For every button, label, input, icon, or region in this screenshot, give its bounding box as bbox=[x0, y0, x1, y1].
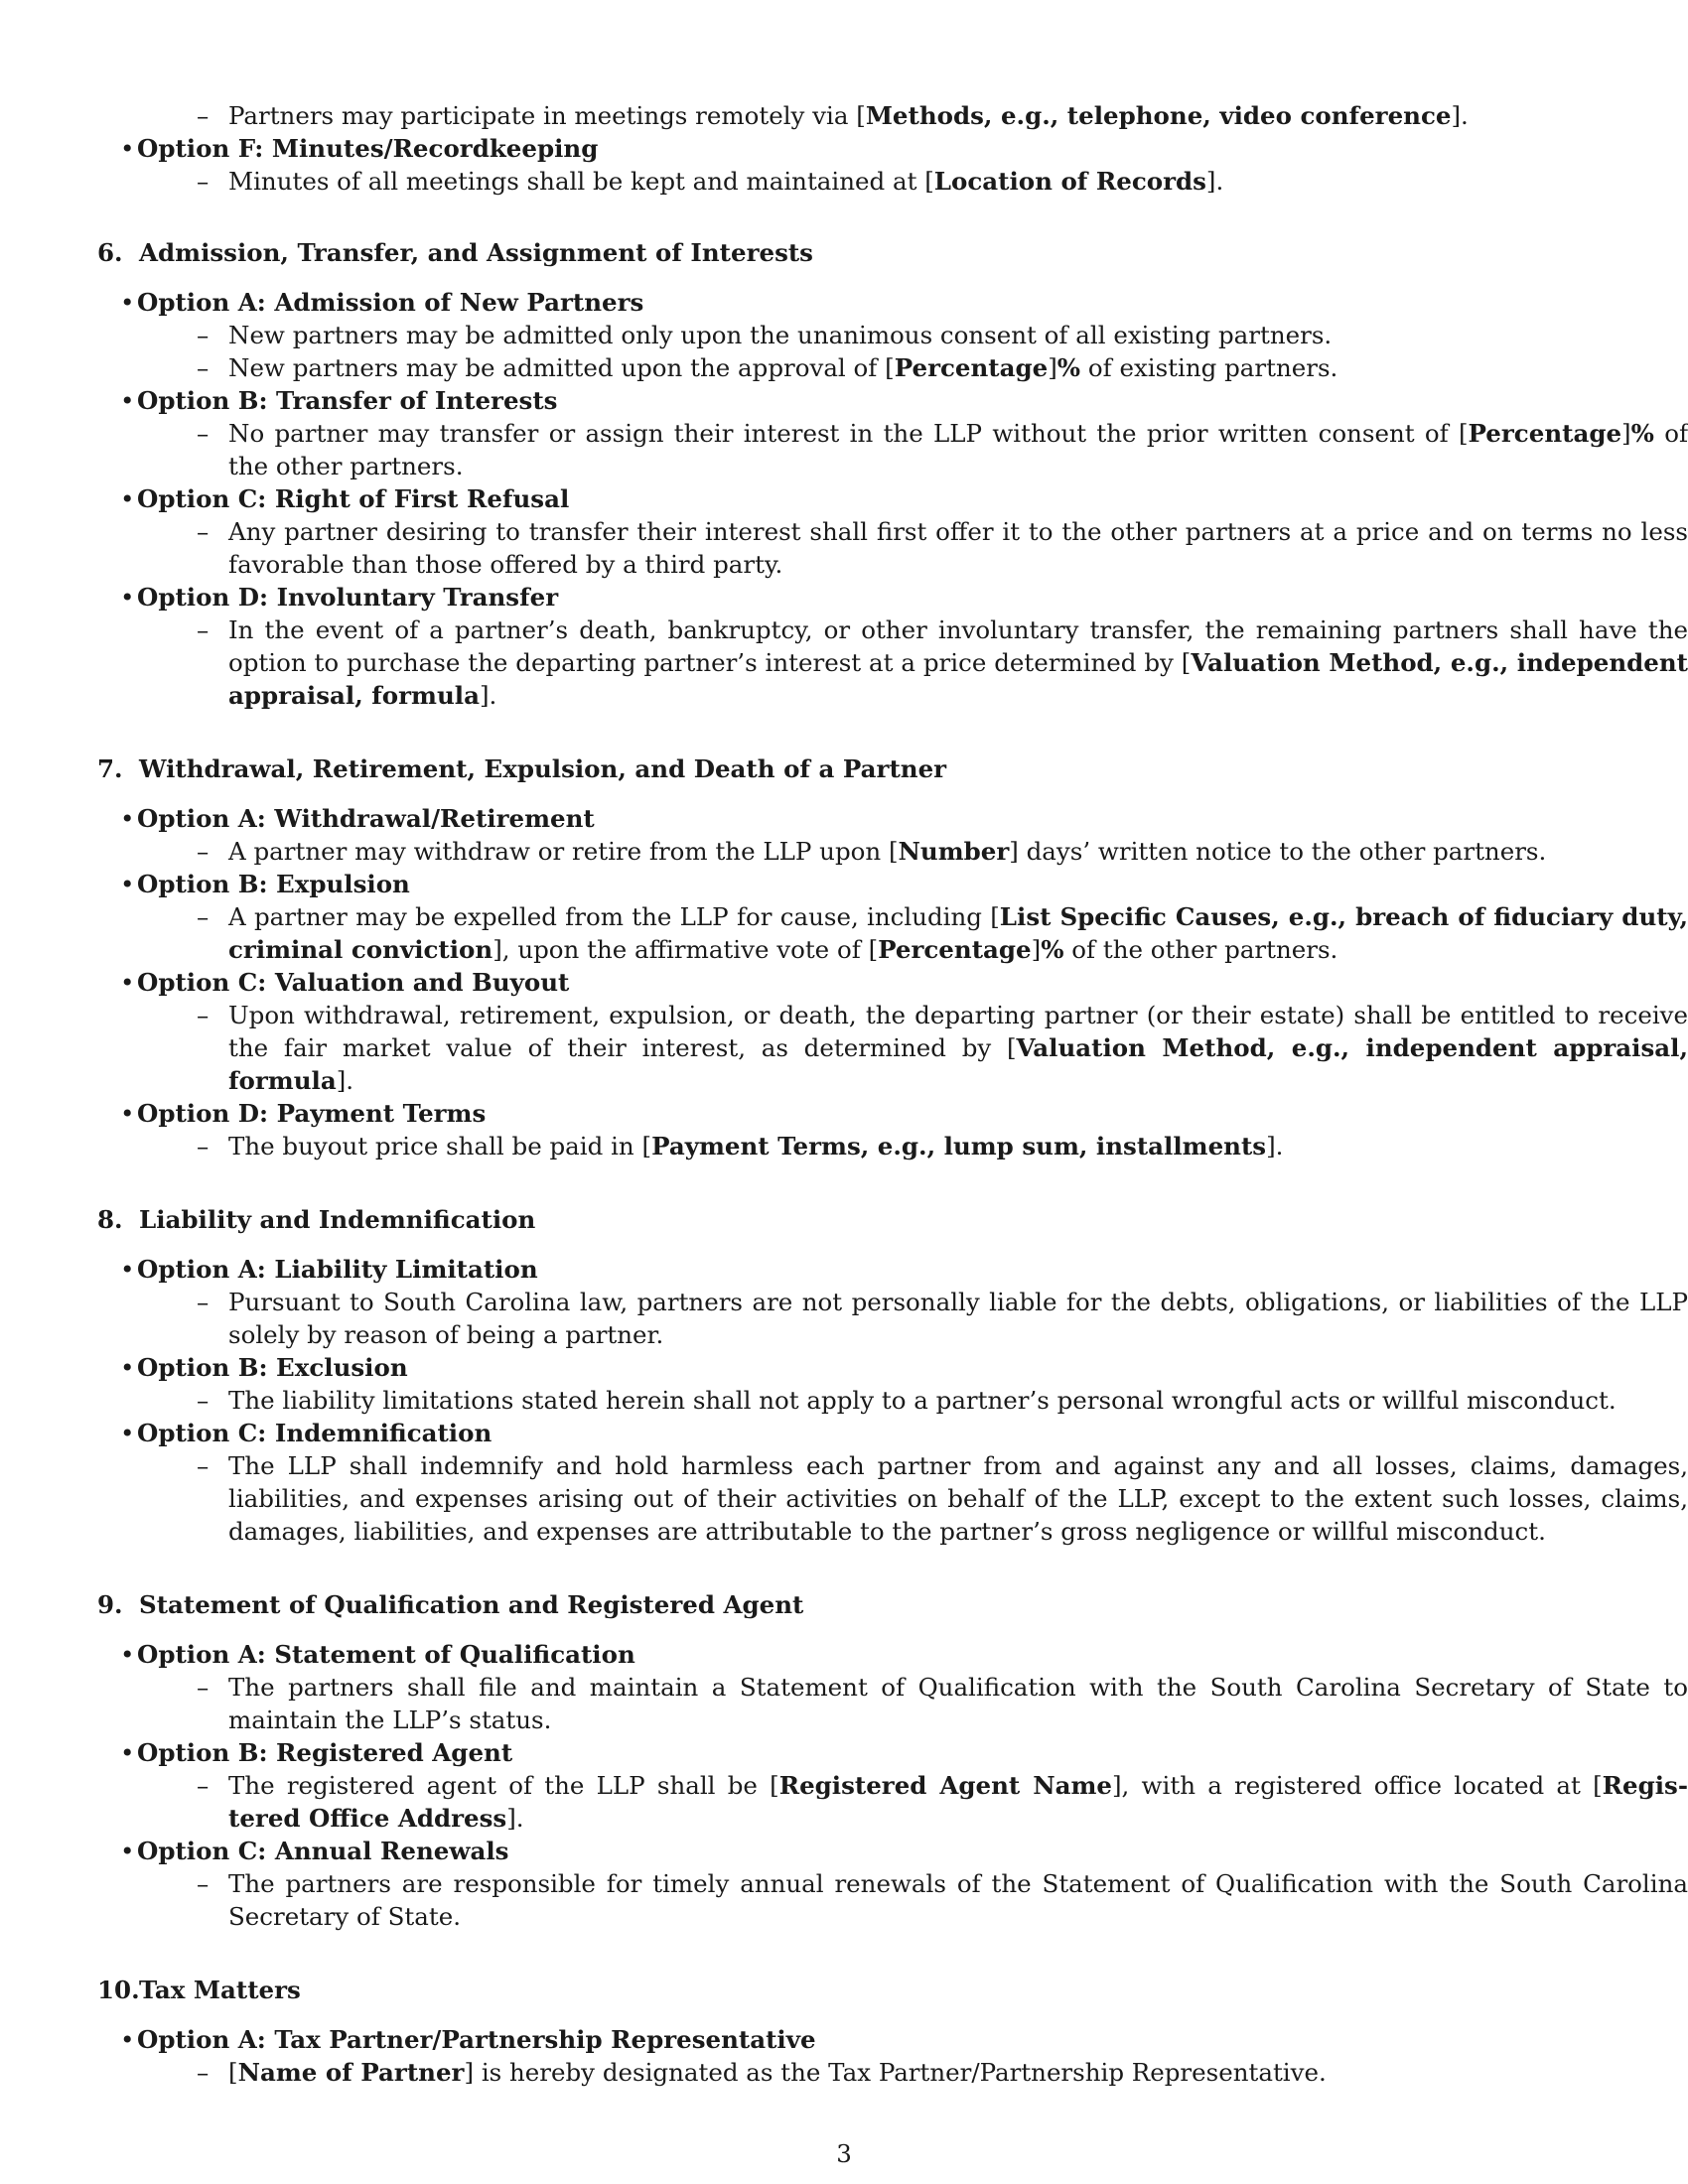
option-heading: • Option C: Annual Renewals bbox=[120, 1837, 509, 1865]
list-item: – The buyout price shall be paid in [Payment Terms, e.g., lump sum, installments]. bbox=[197, 1132, 1284, 1160]
option-heading: • Option B: Expulsion bbox=[120, 870, 410, 898]
placeholder-field: Valuation Method, e.g., independent appraisal, formula bbox=[228, 1033, 1688, 1095]
placeholder-field: Methods, e.g., telephone, video conference bbox=[865, 101, 1452, 130]
placeholder-field: Payment Terms, e.g., lump sum, installments bbox=[651, 1132, 1267, 1160]
bullet-marker: • bbox=[120, 134, 135, 163]
dash-marker: – bbox=[197, 1386, 210, 1415]
bullet-marker: • bbox=[120, 1353, 135, 1382]
list-item: – Partners may participate in meetings remotely via [Methods, e.g., telephone, video conference]. bbox=[197, 101, 1469, 130]
bullet-marker: • bbox=[120, 1099, 135, 1128]
section-heading: 7. Withdrawal, Retirement, Expulsion, and Death of a Partner bbox=[97, 754, 947, 783]
dash-marker: – bbox=[197, 1001, 210, 1029]
placeholder-field: Regis- tered Office Address bbox=[228, 1771, 1688, 1833]
list-item: – The partners shall file and maintain a Statement of Qualification with the South Carolina Secretary of State to maintain the LLP’s status. bbox=[197, 1673, 1688, 1734]
dash-marker: – bbox=[197, 167, 210, 196]
dash-marker: – bbox=[197, 902, 210, 931]
dash-marker: – bbox=[197, 101, 210, 130]
dash-marker: – bbox=[197, 837, 210, 866]
list-item: – In the event of a partner’s death, bankruptcy, or other involuntary transfer, the remaining partners shall have the option to purchase the departing partner’s interest at a price determined by [Valuation Method, e.g., independent appraisal, formula]. bbox=[197, 615, 1688, 710]
option-heading: • Option C: Indemnification bbox=[120, 1419, 492, 1447]
bullet-marker: • bbox=[120, 484, 135, 513]
placeholder-field: Location of Records bbox=[933, 167, 1206, 196]
option-heading: • Option A: Liability Limitation bbox=[120, 1255, 538, 1284]
list-item: – The partners are responsible for timely annual renewals of the Statement of Qualification with the South Carolina Secretary of State. bbox=[197, 1869, 1688, 1931]
bullet-marker: • bbox=[120, 1837, 135, 1865]
option-heading: • Option A: Statement of Qualification bbox=[120, 1640, 635, 1669]
option-heading: • Option A: Withdrawal/Retirement bbox=[120, 804, 595, 833]
dash-marker: – bbox=[197, 2058, 210, 2087]
placeholder-field: Percentage bbox=[1468, 419, 1622, 448]
option-heading: • Option D: Involuntary Transfer bbox=[120, 583, 559, 612]
dash-marker: – bbox=[197, 1451, 210, 1480]
option-heading: • Option D: Payment Terms bbox=[120, 1099, 487, 1128]
bullet-marker: • bbox=[120, 1419, 135, 1447]
section-heading: 8. Liability and Indemnification bbox=[97, 1205, 536, 1234]
bullet-marker: • bbox=[120, 870, 135, 898]
placeholder-field: Valuation Method, e.g., independent appraisal, formula bbox=[228, 648, 1688, 710]
option-heading: • Option B: Exclusion bbox=[120, 1353, 408, 1382]
section-heading: 10.Tax Matters bbox=[97, 1976, 301, 2004]
dash-marker: – bbox=[197, 517, 210, 546]
page-number: 3 bbox=[836, 2139, 852, 2168]
bullet-marker: • bbox=[120, 386, 135, 415]
bullet-marker: • bbox=[120, 804, 135, 833]
list-item: – The liability limitations stated herein shall not apply to a partner’s personal wrongful acts or willful misconduct. bbox=[197, 1386, 1617, 1415]
dash-marker: – bbox=[197, 1673, 210, 1702]
bullet-marker: • bbox=[120, 1738, 135, 1767]
bullet-marker: • bbox=[120, 1255, 135, 1284]
list-item: – The LLP shall indemnify and hold harmless each partner from and against any and all losses, claims, damages, liabilities, and expenses arising out of their activities on behalf of the LLP, except to the extent such losses, claims, damages, liabilities, and expenses are attributable to the partner’s gross negligence or willful misconduct. bbox=[197, 1451, 1688, 1546]
option-heading: • Option B: Transfer of Interests bbox=[120, 386, 558, 415]
section-heading: 6. Admission, Transfer, and Assignment of Interests bbox=[97, 238, 813, 267]
option-heading: • Option F: Minutes/Recordkeeping bbox=[120, 134, 599, 163]
dash-marker: – bbox=[197, 1288, 210, 1316]
list-item: – A partner may be expelled from the LLP for cause, including [List Specific Causes, e.g., breach of fiduciary duty, criminal conviction], upon the affirmative vote of [Percentage]% of the other partners. bbox=[197, 902, 1688, 964]
list-item: – New partners may be admitted only upon the unanimous consent of all existing partners. bbox=[197, 321, 1333, 349]
bullet-marker: • bbox=[120, 583, 135, 612]
list-item: – Minutes of all meetings shall be kept and maintained at [Location of Records]. bbox=[197, 167, 1224, 196]
list-item: – Upon withdrawal, retirement, expulsion, or death, the departing partner (or their estate) shall be entitled to receive the fair market value of their interest, as determined by [Valuation Method, e.g., independent appraisal, formula]. bbox=[197, 1001, 1688, 1095]
bullet-marker: • bbox=[120, 288, 135, 317]
placeholder-field: List Specific Causes, e.g., breach of fiduciary duty, criminal conviction bbox=[228, 902, 1688, 964]
option-heading: • Option C: Right of First Refusal bbox=[120, 484, 570, 513]
list-item: – The registered agent of the LLP shall be [Registered Agent Name], with a registered office located at [Regis- tered Office Address]. bbox=[197, 1771, 1688, 1833]
option-heading: • Option A: Admission of New Partners bbox=[120, 288, 644, 317]
section-heading: 9. Statement of Qualification and Registered Agent bbox=[97, 1590, 804, 1619]
option-heading: • Option B: Registered Agent bbox=[120, 1738, 513, 1767]
dash-marker: – bbox=[197, 1132, 210, 1160]
placeholder-field: Registered Agent Name bbox=[778, 1771, 1112, 1800]
dash-marker: – bbox=[197, 1869, 210, 1898]
list-item: – [Name of Partner] is hereby designated as the Tax Partner/Partnership Representative. bbox=[197, 2058, 1327, 2087]
bullet-marker: • bbox=[120, 2025, 135, 2054]
option-heading: • Option C: Valuation and Buyout bbox=[120, 968, 570, 997]
placeholder-field: Name of Partner bbox=[237, 2058, 465, 2087]
placeholder-field: Percentage bbox=[894, 353, 1049, 382]
list-item: – A partner may withdraw or retire from the LLP upon [Number] days’ written notice to the other partners. bbox=[197, 837, 1547, 866]
dash-marker: – bbox=[197, 321, 210, 349]
list-item: – No partner may transfer or assign their interest in the LLP without the prior written consent of [Percentage]% of the other partners. bbox=[197, 419, 1688, 480]
bullet-marker: • bbox=[120, 1640, 135, 1669]
placeholder-field: Number bbox=[898, 837, 1010, 866]
dash-marker: – bbox=[197, 419, 210, 448]
list-item: – Pursuant to South Carolina law, partners are not personally liable for the debts, obligations, or liabilities of the LLP solely by reason of being a partner. bbox=[197, 1288, 1688, 1349]
list-item: – Any partner desiring to transfer their interest shall first offer it to the other partners at a price and on terms no less favorable than those offered by a third party. bbox=[197, 517, 1688, 579]
dash-marker: – bbox=[197, 615, 210, 644]
dash-marker: – bbox=[197, 1771, 210, 1800]
list-item: – New partners may be admitted upon the approval of [Percentage]% of existing partners. bbox=[197, 353, 1338, 382]
dash-marker: – bbox=[197, 353, 210, 382]
placeholder-field: Percentage bbox=[878, 935, 1032, 964]
option-heading: • Option A: Tax Partner/Partnership Representative bbox=[120, 2025, 816, 2054]
bullet-marker: • bbox=[120, 968, 135, 997]
